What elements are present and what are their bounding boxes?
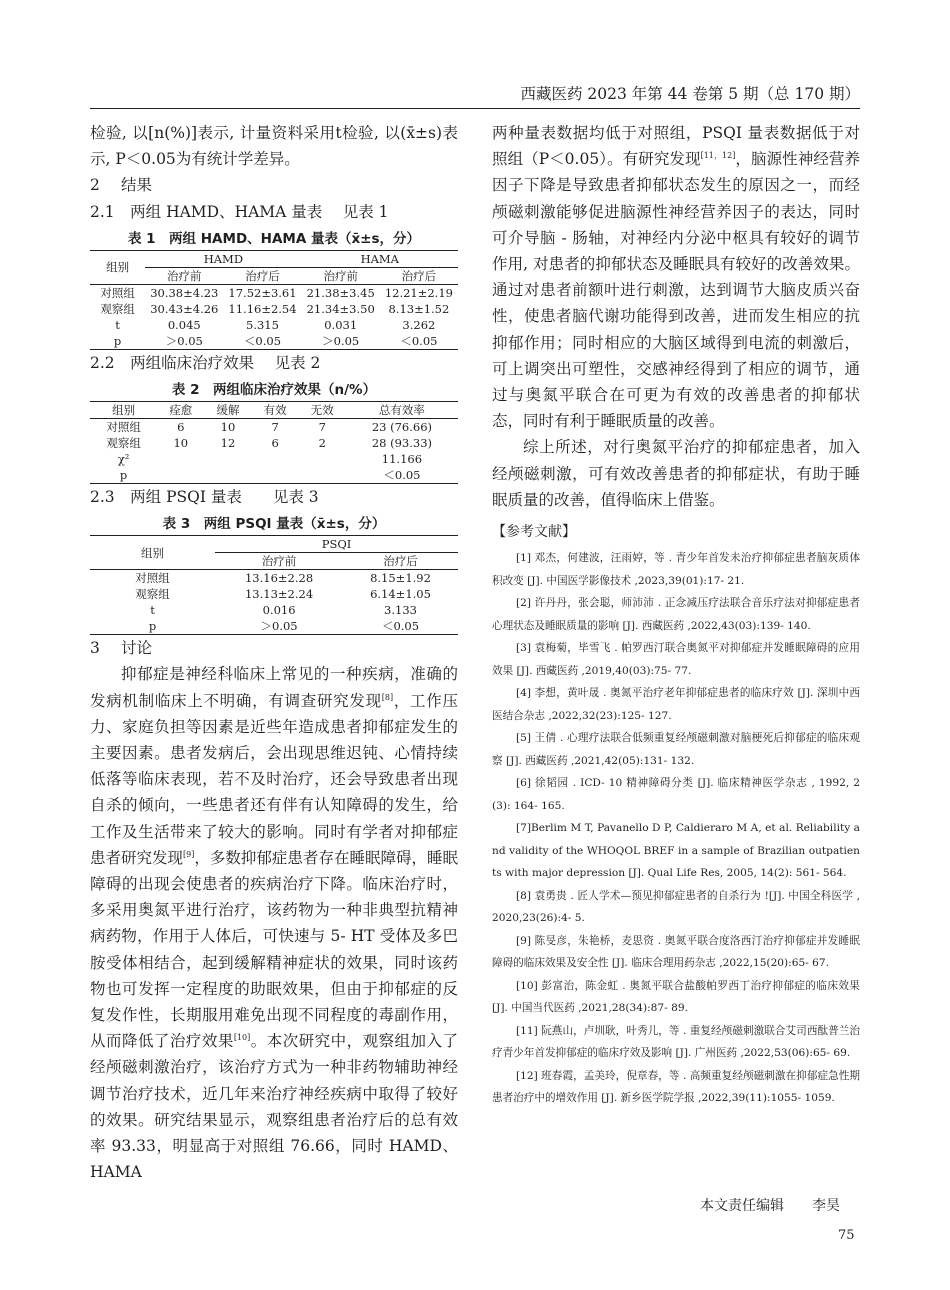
table-cell (252, 451, 299, 467)
table-cell: 观察组 (135, 587, 170, 602)
table-2-header: 无效 (299, 402, 346, 419)
table-cell: 10 (220, 420, 236, 435)
table-3-group-header: 组别 (90, 536, 215, 570)
section-3-heading (90, 635, 458, 661)
reference-item: [2] 许丹丹，张会聪，师沛沛 . 正念减压疗法联合音乐疗法对抑郁症患者心理状态及睡眠质量的影响 [J]. 西藏医药 ,2022,43(03):139- 140. (492, 597, 860, 632)
table-cell (157, 451, 204, 467)
discussion-text: ，多数抑郁症患者存在睡眠障碍，睡眠障碍的出现会使患者的疾病治疗下降。临床治疗时，多采用奥氮平进行治疗，该药物为一种非典型抗精神病药物，作用于人体后，可快速与 5- HT 受体及多巴胺受体相结合，起到缓解精神症状的效果，同时该药物也可发挥一定程度的助眠效果，但由于抑郁症的反复发作性，长期服用难免出现不同程度的毒副作用，从而降低了治疗效果 (90, 848, 458, 1051)
reference-item: [5] 王倩 . 心理疗法联合低频重复经颅磁刺激对脑梗死后抑郁症的临床观察 [J]. 西藏医药 ,2021,42(05):131- 132. (492, 732, 860, 767)
reference-item: [9] 陈旻彦，朱艳桥，麦思资 . 奥氮平联合度洛西汀治疗抑郁症并发睡眠障碍的临床效果及安全性 [J]. 临床合理用药杂志 ,2022,15(20):65- 67. (492, 934, 860, 970)
reference-item: [7]Berlim M T, Pavanello D P, Caldieraro M A, et al. Reliability and validity of the WHOQOL BREF in a sample of Brazilian outpatients with major depression [J]. Qual Life Res, 2005, 14(2): 561- 564. (492, 822, 860, 880)
table-row (90, 284, 458, 301)
table-cell (299, 451, 346, 467)
table-cell: 7 (318, 420, 326, 435)
table-row (90, 467, 458, 484)
table-1-hamd-header: HAMD (145, 250, 301, 267)
table-row (90, 586, 458, 602)
table-cell (299, 467, 346, 484)
table-2 (90, 401, 458, 484)
citation: [11，12] (700, 151, 736, 161)
table-cell: ＜0.05 (400, 333, 438, 348)
citation: [10] (233, 1033, 251, 1043)
table-cell: 3.133 (384, 603, 417, 618)
table-cell (204, 467, 251, 484)
table-cell: 12.21±2.19 (384, 285, 453, 300)
section-2-heading (90, 172, 458, 198)
table-cell: 0.045 (167, 317, 201, 332)
reference-item: [1] 邓杰，何建波，汪雨婷，等 . 青少年首发未治疗抑郁症患者脑灰质体积改变 [J]. 中国医学影像技术 ,2023,39(01):17- 21. (492, 552, 860, 587)
table-cell: ＞0.05 (260, 619, 298, 634)
section-2-2-heading: 2.2 两组临床治疗效果 见表 2 (90, 353, 321, 372)
table-2-caption: 表 2 两组临床治疗效果（n/%） (171, 382, 377, 399)
table-cell: 11.16±2.54 (228, 301, 297, 316)
section-2-title: 结果 (121, 176, 153, 195)
table-cell: 0.016 (262, 603, 296, 618)
table-cell: 13.13±2.24 (244, 587, 314, 602)
journal-header: 西藏医药 2023 年第 44 卷第 5 期（总 170 期） (90, 82, 860, 109)
table-3-caption: 表 3 两组 PSQI 量表（x̄±s，分） (162, 516, 386, 533)
table-cell: 13.16±2.28 (244, 571, 314, 586)
reference-item: [3] 袁梅菊，毕雪飞 . 帕罗西汀联合奥氮平对抑郁症并发睡眠障碍的应用效果 [J]. 西藏医药 ,2019,40(03):75- 77. (492, 642, 860, 677)
table-cell: ＞0.05 (165, 333, 203, 348)
conclusion-paragraph: 综上所述，对行奥氮平治疗的抑郁症患者，加入经颅磁刺激，可有效改善患者的抑郁症状，有助于睡眠质量的改善，值得临床上借鉴。 (492, 438, 860, 509)
table-cell: 8.15±1.92 (370, 571, 431, 586)
table-1-group-header: 组别 (90, 250, 145, 284)
responsible-editor: 本文责任编辑 李昊 (700, 1198, 840, 1214)
table-cell: 12 (220, 436, 236, 451)
table-cell: ＜0.05 (381, 619, 420, 634)
table-row (90, 570, 458, 587)
right-column (492, 120, 860, 1110)
table-cell: 21.38±3.45 (306, 285, 375, 300)
table-cell: 2 (318, 436, 326, 451)
table-cell: ＜0.05 (383, 468, 421, 483)
reference-item: [12] 班春霞，孟美玲，倪章春，等 . 高频重复经颅磁刺激在抑郁症急性期患者治疗中的增效作用 [J]. 新乡医学院学报 ,2022,39(11):1055- 1059. (492, 1069, 860, 1105)
table-cell: 30.38±4.23 (150, 285, 219, 300)
table-3-psqi-header: PSQI (215, 536, 458, 553)
section-3-title: 讨论 (121, 639, 153, 658)
table-cell: 7 (271, 420, 279, 435)
table-cell: χ² (117, 452, 130, 467)
table-cell: 6 (271, 436, 279, 451)
table-cell: 11.166 (381, 452, 423, 467)
discussion-text: ，工作压力、家庭负担等因素是近些年造成患者抑郁症发生的主要因素。患者发病后，会出现思维迟钝、心情持续低落等临床表现，若不及时治疗，还会导致患者出现自杀的倾向，一些患者还有伴有认知障碍的发生，给工作及生活带来了较大的影响。同时有学者对抑郁症患者研究发现 (90, 691, 458, 867)
table-row (90, 435, 458, 451)
section-2-1-heading: 2.1 两组 HAMD、HAMA 量表 见表 1 (90, 202, 389, 221)
table-cell: 对照组 (106, 420, 141, 435)
table-cell: 17.52±3.61 (228, 285, 297, 300)
table-cell: p (113, 333, 122, 348)
table-cell: 3.262 (402, 317, 436, 332)
table-row (90, 419, 458, 436)
table-2-header: 有效 (252, 402, 299, 419)
table-cell: 21.34±3.50 (306, 301, 375, 316)
reference-item: [4] 李想，黄叶晟 . 奥氮平治疗老年抑郁症患者的临床疗效 [J]. 深圳中西医结合杂志 ,2022,32(23):125- 127. (492, 687, 860, 722)
table-cell: ＞0.05 (322, 333, 360, 348)
table-1-subheader: 治疗后 (223, 267, 301, 284)
table-cell: 8.13±1.52 (388, 301, 450, 316)
table-row (90, 301, 458, 317)
table-1 (90, 250, 458, 350)
table-cell: p (119, 468, 128, 483)
table-3-subheader: 治疗前 (215, 553, 343, 570)
discussion-continued (492, 120, 860, 434)
table-cell: ＜0.05 (243, 333, 282, 348)
table-row (90, 451, 458, 467)
table-cell: 观察组 (106, 436, 141, 451)
table-cell: 28 (93.33) (371, 436, 433, 451)
table-3-subheader: 治疗后 (343, 553, 458, 570)
table-1-subheader: 治疗前 (302, 267, 380, 284)
discussion-paragraph (90, 661, 458, 1185)
table-3 (90, 535, 458, 635)
section-2-3-heading: 2.3 两组 PSQI 量表 见表 3 (90, 488, 319, 507)
table-cell (204, 451, 251, 467)
discussion-text: 。本次研究中，观察组加入了经颅磁刺激治疗，该治疗方式为一种非药物辅助神经调节治疗技术，近几年来治疗神经疾病中取得了较好的效果。研究结果显示，观察组患者治疗后的总有效率 93.33，明显高于对照组 76.66，同时 HAMD、HAMA (90, 1032, 458, 1182)
reference-item: [8] 袁勇贵 . 匠人学术—预见抑郁症患者的自杀行为 ![J]. 中国全科医学 ,2020,23(26):4- 5. (492, 889, 860, 925)
discussion-text: 抑郁症是神经科临床上常见的一种疾病，准确的发病机制临床上不明确，有调查研究发现 (90, 665, 458, 710)
table-1-caption: 表 1 两组 HAMD、HAMA 量表（x̄±s，分） (127, 230, 421, 247)
discussion-text: ，脑源性神经营养因子下降是导致患者抑郁状态发生的原因之一，而经颅磁刺激能够促进脑源性神经营养因子的表达，同时可介导脑 - 肠轴，对神经内分泌中枢具有较好的调节作用, 对患者的抑郁状态及睡眠具有较好的改善效果。通过对患者前额叶进行刺激，达到调节大脑皮质兴奋性，使患者脑代谢功能得到改善，进而发生相应的抗抑郁作用；同时相应的大脑区域得到电流的刺激后，可上调突出可塑性，交感神经得到了相应的调节，通过与奥氮平联合在可更为有效的改善患者的抑郁状态，同时有利于睡眠质量的改善。 (492, 150, 860, 431)
table-cell: 对照组 (135, 571, 170, 586)
table-cell: 10 (173, 436, 189, 451)
table-cell: 23 (76.66) (371, 420, 433, 435)
table-cell (252, 467, 299, 484)
table-2-header: 组别 (90, 402, 157, 419)
reference-item: [10] 彭富治，陈金虹 . 奥氮平联合盐酸帕罗西丁治疗抑郁症的临床效果 [J]. 中国当代医药 ,2021,28(34):87- 89. (492, 979, 860, 1015)
page-number: 75 (838, 1228, 855, 1243)
table-cell: 6 (177, 420, 185, 435)
table-row (90, 317, 458, 333)
table-cell: 对照组 (100, 285, 135, 300)
table-1-subheader: 治疗后 (380, 267, 458, 284)
table-2-header: 痊愈 (157, 402, 204, 419)
table-2-header: 总有效率 (346, 402, 458, 419)
table-cell: t (150, 603, 155, 618)
section-2-number: 2 (90, 176, 100, 195)
citation: [9] (183, 849, 195, 859)
table-row (90, 333, 458, 350)
intro-paragraph: 检验, 以[n(%)]表示, 计量资料采用t检验, 以(x̄±s)表示, P＜0.05为有统计学差异。 (90, 124, 458, 169)
left-column (90, 120, 458, 1185)
table-2-header: 缓解 (204, 402, 251, 419)
table-cell: 5.315 (246, 317, 279, 332)
reference-item: [11] 阮燕山，卢圳耿，叶秀儿，等 . 重复经颅磁刺激联合艾司西酞普兰治疗青少年首发抑郁症的临床疗效及影响 [J]. 广州医药 ,2022,53(06):65- 69. (492, 1024, 860, 1060)
discussion-text: 两种量表数据均低于对照组，PSQI 量表数据低于对照组（P＜0.05）。有研究发现 (492, 124, 860, 169)
table-row (90, 618, 458, 635)
reference-item: [6] 徐韬园 . ICD- 10 精神障碍分类 [J]. 临床精神医学杂志 , 1992, 2(3): 164- 165. (492, 777, 860, 812)
table-1-subheader: 治疗前 (145, 267, 223, 284)
table-cell (157, 467, 204, 484)
table-cell: 30.43±4.26 (150, 301, 219, 316)
section-3-number: 3 (90, 639, 100, 658)
table-cell: p (148, 619, 157, 634)
table-cell: 观察组 (100, 301, 135, 316)
references-title: 【参考文献】 (492, 524, 576, 541)
table-cell: 0.031 (324, 317, 358, 332)
table-cell: 6.14±1.05 (370, 587, 431, 602)
table-1-hama-header: HAMA (302, 250, 458, 267)
citation: [8] (381, 692, 394, 702)
table-row (90, 602, 458, 618)
table-cell: t (115, 317, 120, 332)
